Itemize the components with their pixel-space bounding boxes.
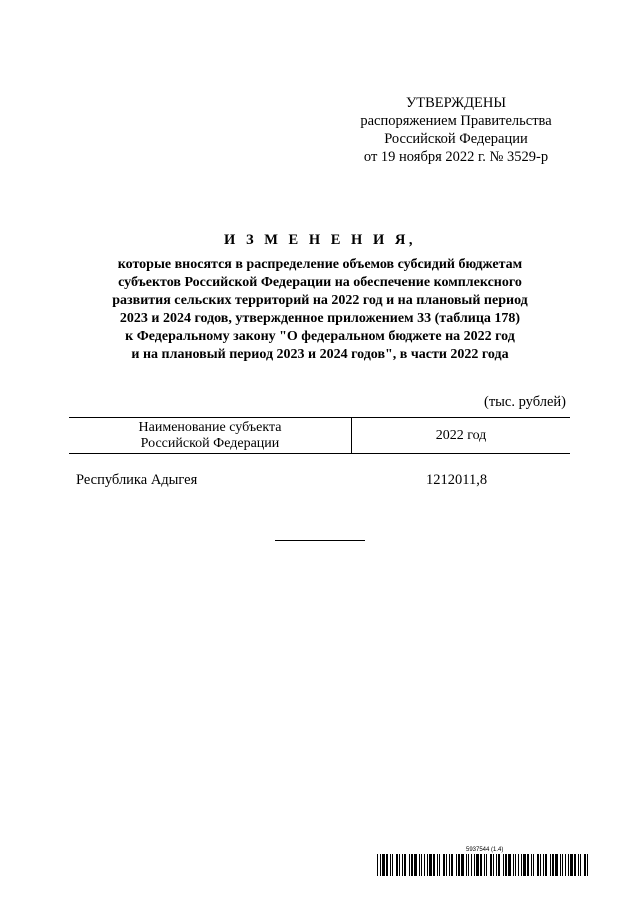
approval-line-3: от 19 ноября 2022 г. № 3529-р [363,149,549,165]
header-subject [69,418,352,453]
document-heading: И З М Е Н Е Н И Я, [224,232,416,248]
barcode-bar [380,854,381,876]
barcode-bar [543,854,544,876]
barcode-bar [508,854,511,876]
barcode-bar [456,854,457,876]
barcode-bar [521,854,522,876]
row-subject: Республика Адыгея [76,472,198,488]
approval-block [340,94,572,166]
barcode-bar [490,854,492,876]
barcode-bar [382,854,385,876]
barcode-image [377,854,590,876]
approval-line-1: распоряжением Правительства [360,113,552,129]
barcode-bar [443,854,445,876]
barcode-bar [505,854,507,876]
barcode-bar [555,854,558,876]
barcode-bar [402,854,403,876]
barcode-bar [437,854,438,876]
barcode-bar [493,854,494,876]
barcode-bar [461,854,464,876]
barcode-bar [587,854,588,876]
subtitle-line: к Федеральному закону "О федеральном бюджете на 2022 год [125,329,515,344]
header-year: 2022 год [435,427,487,443]
barcode-bar [562,854,563,876]
barcode-bar [584,854,586,876]
barcode-bar [424,854,425,876]
barcode-bar [476,854,479,876]
barcode-bar [580,854,581,876]
barcode-bar [515,854,516,876]
budget-table [69,417,570,489]
header-subject-line-2: Российской Федерации [140,435,280,451]
units-label: (тыс. рублей) [484,394,566,410]
barcode-bar [404,854,406,876]
barcode-bar [531,854,532,876]
barcode-bar [565,854,566,876]
barcode-bar [484,854,485,876]
barcode-bar [427,854,428,876]
barcode-label: 5937544 (1.4) [466,847,504,853]
barcode-bar [527,854,529,876]
barcode-bar [396,854,398,876]
barcode-bar [439,854,440,876]
subtitle-line: 2023 и 2024 годов, утвержденное приложением 33 (таблица 178) [119,311,521,326]
document-subtitle [60,256,580,364]
barcode-bar [540,854,541,876]
barcode-bar [523,854,526,876]
approval-title: УТВЕРЖДЕНЫ [405,95,507,111]
barcode-bar [545,854,547,876]
subtitle-line: развития сельских территорий на 2022 год и на плановый период [112,293,528,308]
barcode-bar [449,854,450,876]
barcode-bar [486,854,487,876]
end-divider [275,540,365,541]
barcode-bar [451,854,453,876]
barcode-bar [498,854,500,876]
barcode-bar [419,854,420,876]
barcode-bar [433,854,435,876]
barcode-bar [466,854,467,876]
barcode-bar [409,854,410,876]
table-row [69,472,570,489]
barcode-bar [550,854,551,876]
barcode-bar [471,854,472,876]
approval-line-2: Российской Федерации [384,131,528,147]
barcode-bar [513,854,514,876]
subtitle-line: и на плановый период 2023 и 2024 годов", в части 2022 года [131,347,509,362]
barcode-bar [533,854,534,876]
barcode-bar [552,854,554,876]
subtitle-line: субъектов Российской Федерации на обеспечение комплексного [118,275,522,290]
barcode-bar [578,854,579,876]
table-header [69,417,570,454]
barcode-bar [480,854,482,876]
row-amount: 1212011,8 [426,472,488,488]
barcode-bar [570,854,573,876]
barcode-bar [414,854,417,876]
barcode-bar [468,854,469,876]
barcode-bar [446,854,447,876]
barcode-bar [399,854,400,876]
barcode-bar [377,854,378,876]
barcode-bar [518,854,519,876]
barcode-bar [560,854,561,876]
barcode-bar [503,854,504,876]
barcode-bar [537,854,539,876]
barcode-bar [390,854,391,876]
subtitle-line: которые вносятся в распределение объемов субсидий бюджетам [117,257,523,272]
barcode-bar [496,854,497,876]
barcode-bar [392,854,393,876]
header-subject-line-1: Наименование субъекта [138,419,282,435]
barcode-bar [411,854,413,876]
barcode-bar [386,854,388,876]
barcode-bar [568,854,569,876]
barcode-bar [474,854,475,876]
barcode-bar [574,854,576,876]
barcode-bar [429,854,432,876]
barcode-bar [458,854,460,876]
barcode-bar [421,854,422,876]
